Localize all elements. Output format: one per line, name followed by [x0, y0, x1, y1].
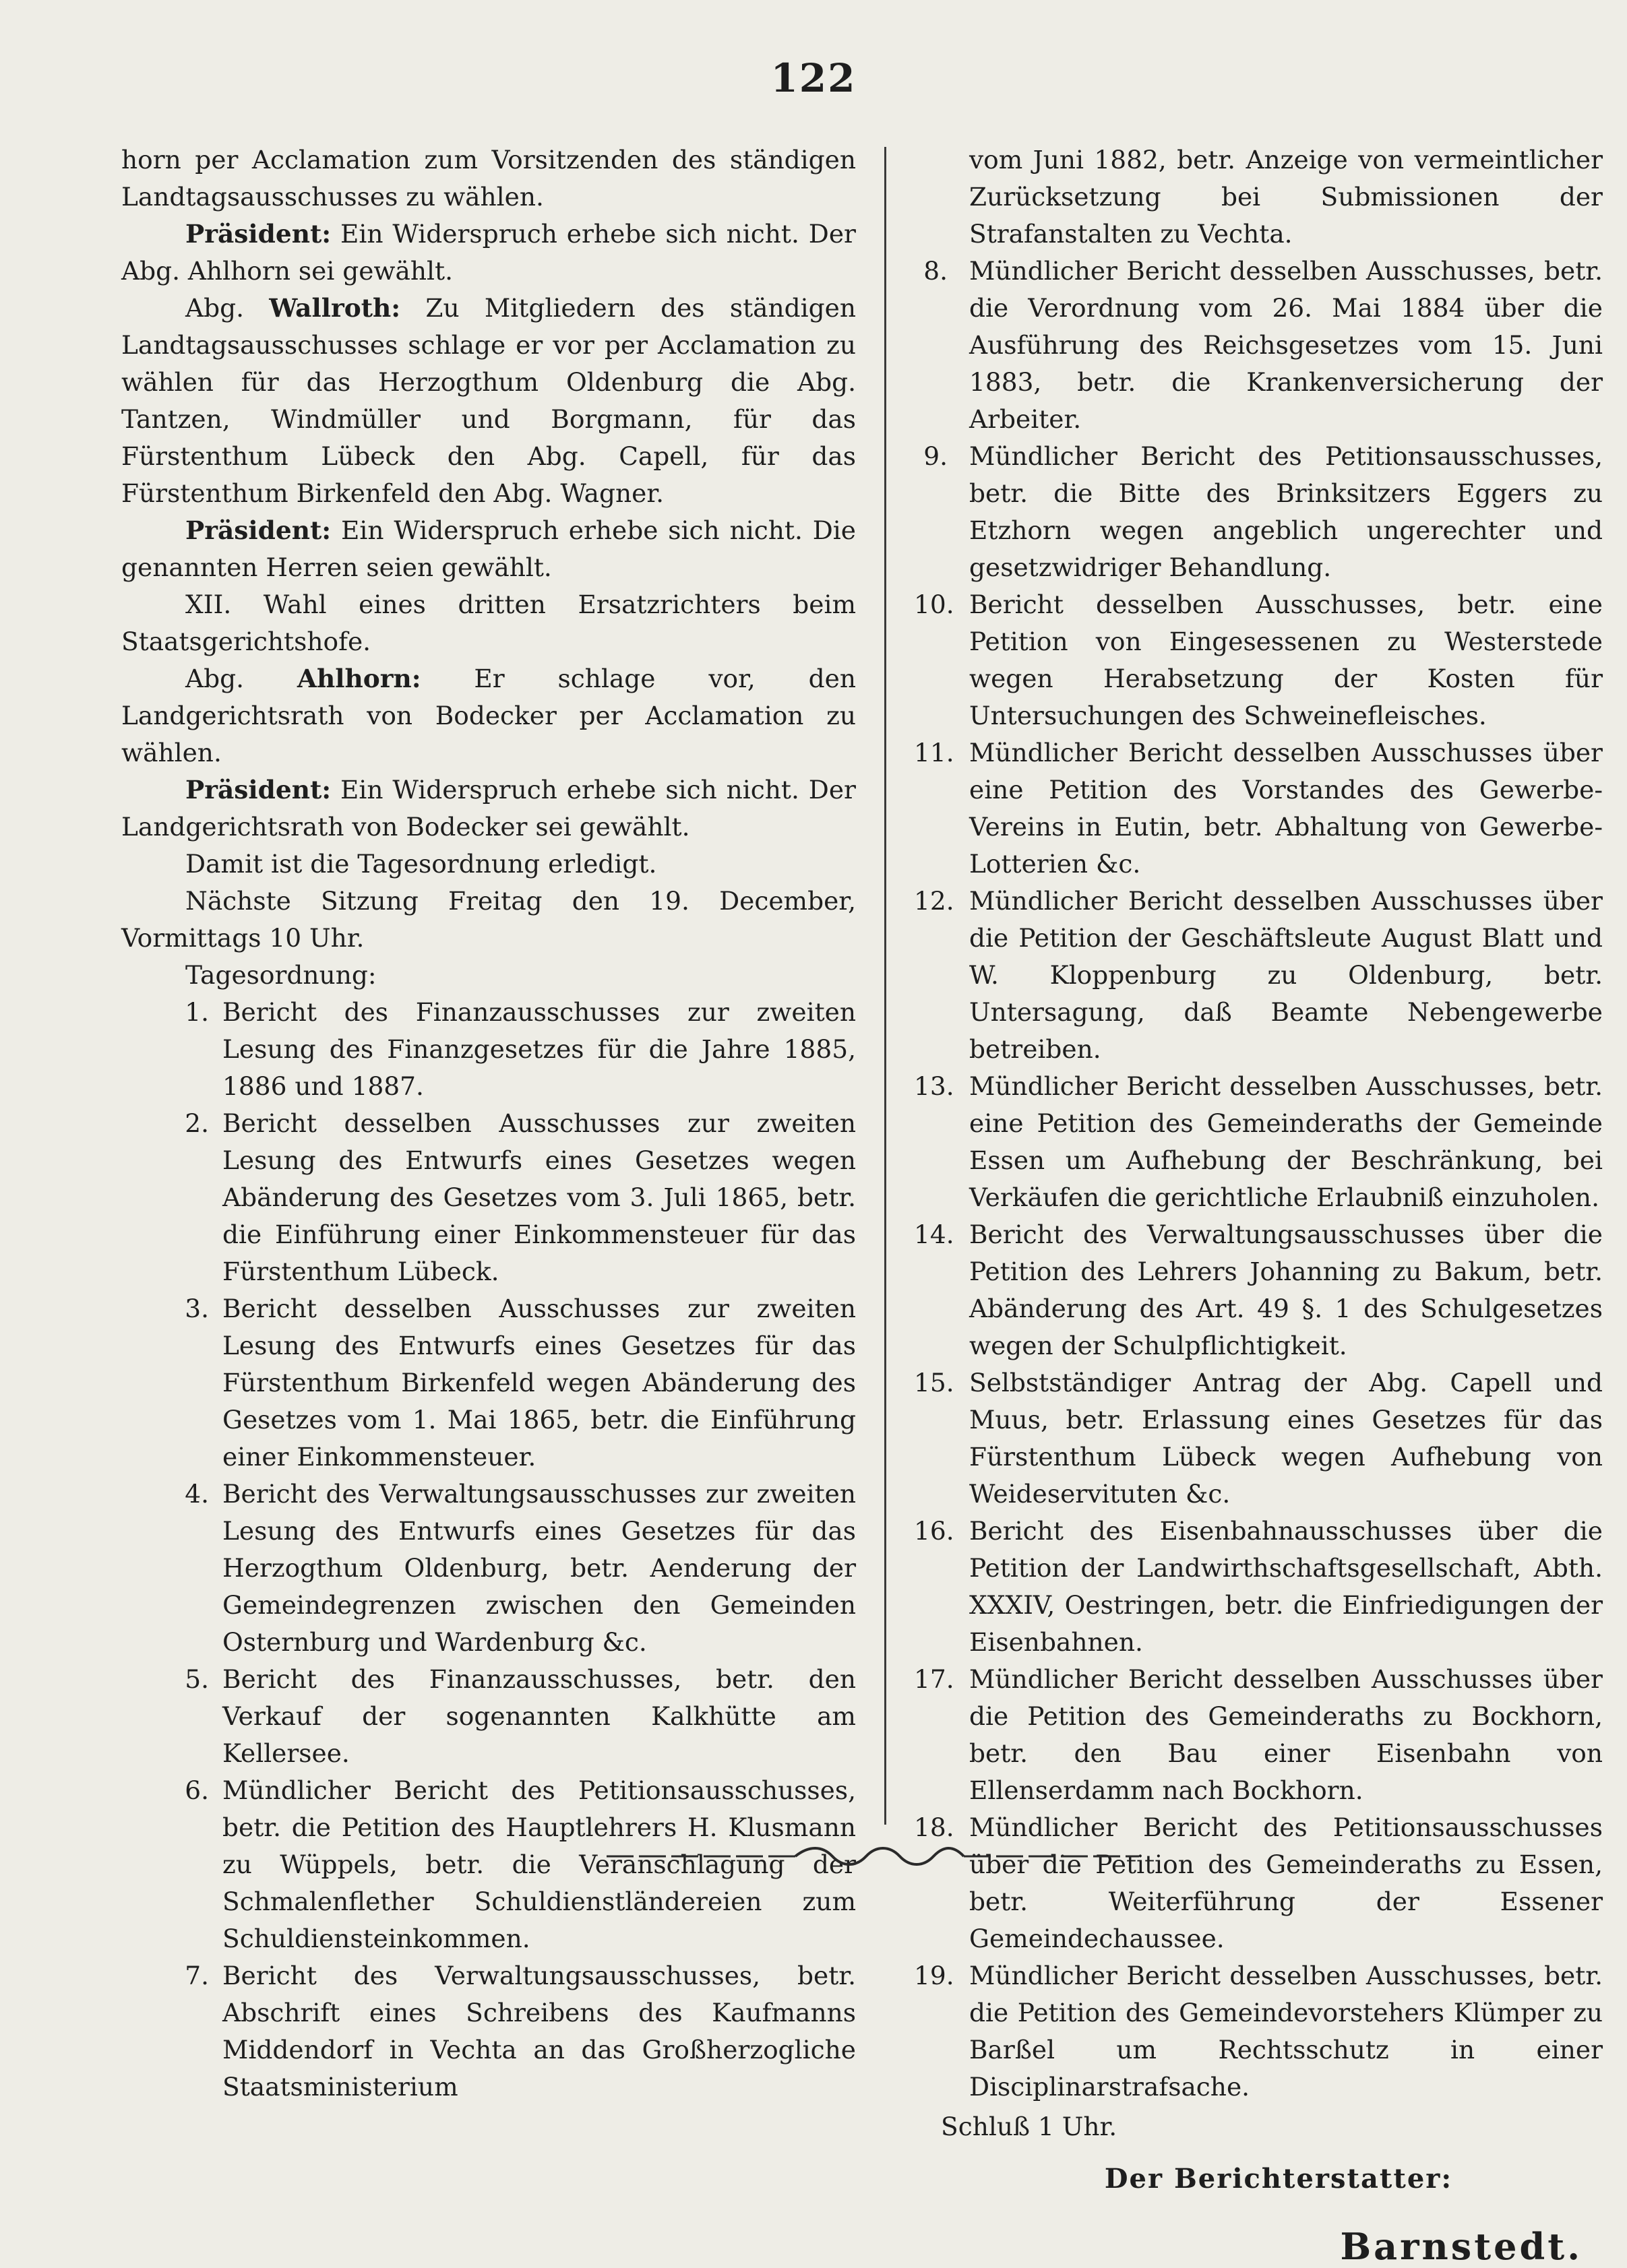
agenda-item-text: Bericht desselben Ausschusses zur zweiten Lesung des Entwurfs eines Gesetzes wegen Abänderung des Gesetzes vom 3. Juli 1865, betr. die Einführung einer Einkommensteuer für das Fürstenthum Lübeck. — [222, 1108, 856, 1286]
agenda-item — [914, 883, 1603, 1068]
agenda-item — [121, 1957, 856, 2106]
item-7-continuation: vom Juni 1882, betr. Anzeige von vermeintlicher Zurücksetzung bei Submissionen der Strafanstalten zu Vechta. — [969, 145, 1603, 249]
signature-name: Barnstedt. — [1340, 2225, 1583, 2268]
speaker-president: Präsident: — [185, 515, 332, 545]
agenda-item-text: Mündlicher Bericht desselben Ausschusses über die Petition der Geschäftsleute August Blatt und W. Kloppenburg zu Oldenburg, betr. Untersagung, daß Beamte Nebengewerbe betreiben. — [969, 886, 1603, 1064]
agenda-item — [914, 438, 1603, 586]
abg-prefix: Abg. — [185, 664, 297, 693]
agenda-item-text: Bericht desselben Ausschusses zur zweiten Lesung des Entwurfs eines Gesetzes für das Fürstenthum Birkenfeld wegen Abänderung des Gesetzes vom 1. Mai 1865, betr. die Einführung einer Einkommensteuer. — [222, 1294, 856, 1472]
agenda-item-number: 4. — [185, 1479, 209, 1509]
agenda-item — [914, 1068, 1603, 1216]
agenda-item-text: Mündlicher Bericht des Petitionsausschusses, betr. die Petition des Hauptlehrers H. Klusmann zu Wüppels, betr. die Veranschlagung der Schmalenflether Schuldienstländereien zum Schuldiensteinkommen. — [222, 1775, 856, 1953]
agenda-item-number: 19. — [914, 1961, 954, 1990]
agenda-item-text: Mündlicher Bericht desselben Ausschusses über eine Petition des Vorstandes des Gewerbe-Vereins in Eutin, betr. Abhaltung von Gewerbe-Lotterien &c. — [969, 738, 1603, 879]
agenda-item — [914, 734, 1603, 883]
agenda-item-number: 6. — [185, 1775, 209, 1805]
agenda-label: Tagesordnung: — [185, 960, 377, 990]
speaker-president: Präsident: — [185, 775, 332, 805]
agenda-item — [121, 1105, 856, 1290]
agenda-item — [914, 1216, 1603, 1364]
agenda-item-text: Bericht des Finanzausschusses, betr. den Verkauf der sogenannten Kalkhütte am Kellersee. — [222, 1664, 856, 1768]
agenda-item-number: 2. — [185, 1108, 209, 1138]
agenda-item-number: 10. — [914, 590, 954, 619]
agenda-item-text: Bericht des Finanzausschusses zur zweiten Lesung des Finanzgesetzes für die Jahre 1885, 1886 und 1887. — [222, 997, 856, 1101]
agenda-item — [914, 586, 1603, 734]
paragraph-xii: XII. Wahl eines dritten Ersatzrichters beim Staatsgerichtshofe. — [121, 590, 856, 656]
agenda-item — [914, 253, 1603, 438]
statement-text: Ein Widerspruch erhebe sich nicht. Der Abg. Ahlhorn sei gewählt. — [121, 219, 856, 286]
agenda-item — [121, 994, 856, 1105]
statement-text: Zu Mitgliedern des ständigen Landtagsausschusses schlage er vor per Acclamation zu wählen für das Herzogthum Oldenburg die Abg. Tantzen, Windmüller und Borgmann, für das Fürstenthum Lübeck den Abg. Capell, für das Fürstenthum Birkenfeld den Abg. Wagner. — [121, 293, 856, 508]
agenda-item-text: Mündlicher Bericht desselben Ausschusses über die Petition des Gemeinderaths zu Bockhorn, betr. den Bau einer Eisenbahn von Ellenserdamm nach Bockhorn. — [969, 1664, 1603, 1805]
agenda-item-number: 16. — [914, 1516, 954, 1546]
agenda-item-number: 15. — [914, 1368, 954, 1397]
paragraph-ahlhorn — [121, 660, 856, 771]
agenda-item-number: 11. — [914, 738, 954, 767]
agenda-item — [121, 1290, 856, 1476]
paragraph-wallroth — [121, 290, 856, 512]
agenda-item-text: Bericht desselben Ausschusses, betr. eine Petition von Eingesessenen zu Westerstede wegen Herabsetzung der Kosten für Untersuchungen des Schweinefleisches. — [969, 590, 1603, 730]
agenda-item — [121, 1661, 856, 1772]
agenda-item-number: 7. — [185, 1961, 209, 1990]
signature-label: Der Berichterstatter: — [1104, 2163, 1453, 2195]
agenda-item-number: 3. — [185, 1294, 209, 1323]
agenda-item-number: 5. — [185, 1664, 209, 1694]
paragraph-president-3 — [121, 771, 856, 846]
agenda-item-text: Mündlicher Bericht des Petitionsausschusses über die Petition des Gemeinderaths zu Essen, betr. Weiterführung der Essener Gemeindechaussee. — [969, 1813, 1603, 1953]
paragraph-continuation: horn per Acclamation zum Vorsitzenden des ständigen Landtagsausschusses zu wählen. — [121, 145, 856, 212]
agenda-item — [914, 1809, 1603, 1957]
agenda-item — [121, 1476, 856, 1661]
agenda-item-text: Mündlicher Bericht desselben Ausschusses, betr. die Petition des Gemeindevorstehers Klümper zu Barßel um Rechtsschutz in einer Disciplinarstrafsache. — [969, 1961, 1603, 2102]
agenda-item-number: 1. — [185, 997, 209, 1027]
statement-text: Ein Widerspruch erhebe sich nicht. Die genannten Herren seien gewählt. — [121, 515, 856, 582]
paragraph-president-2 — [121, 512, 856, 586]
agenda-item-text: Mündlicher Bericht des Petitionsausschusses, betr. die Bitte des Brinksitzers Eggers zu Etzhorn wegen angeblich ungerechter und gesetzwidriger Behandlung. — [969, 441, 1603, 582]
agenda-item-number: 14. — [914, 1220, 954, 1249]
paragraph-president-1 — [121, 216, 856, 290]
closing-time: Schluß 1 Uhr. — [941, 2112, 1117, 2141]
agenda-item-number: 13. — [914, 1071, 954, 1101]
speaker-wallroth: Wallroth: — [269, 293, 401, 323]
agenda-item-number: 17. — [914, 1664, 954, 1694]
agenda-item — [914, 1513, 1603, 1661]
agenda-item-number: 18. — [914, 1813, 954, 1842]
speaker-president: Präsident: — [185, 219, 332, 249]
agenda-item-number: 8. — [923, 256, 948, 286]
agenda-item-text: Mündlicher Bericht desselben Ausschusses, betr. eine Petition des Gemeinderaths der Gemeinde Essen um Aufhebung der Beschränkung, bei Verkäufen die gerichtliche Erlaubniß einzuholen. — [969, 1071, 1603, 1212]
agenda-list-left — [121, 994, 856, 2106]
speaker-ahlhorn: Ahlhorn: — [297, 664, 421, 693]
agenda-item-text: Bericht des Eisenbahnausschusses über die Petition der Landwirthschaftsgesellschaft, Abth. XXXIV, Oestringen, betr. die Einfriedigungen der Eisenbahnen. — [969, 1516, 1603, 1657]
agenda-item — [914, 1661, 1603, 1809]
agenda-item — [914, 1957, 1603, 2106]
page-number: 122 — [770, 55, 857, 101]
paragraph-next-session: Nächste Sitzung Freitag den 19. December, Vormittags 10 Uhr. — [121, 886, 856, 953]
agenda-list-right — [914, 253, 1603, 2106]
statement-text: Er schlage vor, den Landgerichtsrath von Bodecker per Acclamation zu wählen. — [121, 664, 856, 767]
ornament-divider — [607, 1843, 1139, 1870]
statement-text: Ein Widerspruch erhebe sich nicht. Der Landgerichtsrath von Bodecker sei gewählt. — [121, 775, 856, 842]
agenda-item-text: Mündlicher Bericht desselben Ausschusses, betr. die Verordnung vom 26. Mai 1884 über die Ausführung des Reichsgesetzes vom 15. Juni 1883, betr. die Krankenversicherung der Arbeiter. — [969, 256, 1603, 434]
agenda-item-text: Bericht des Verwaltungsausschusses, betr. Abschrift eines Schreibens des Kaufmanns Middendorf in Vechta an das Großherzogliche Staatsministerium — [222, 1961, 856, 2102]
abg-prefix: Abg. — [185, 293, 270, 323]
agenda-item-text: Selbstständiger Antrag der Abg. Capell und Muus, betr. Erlassung eines Gesetzes für das Fürstenthum Lübeck wegen Aufhebung von Weideservituten &c. — [969, 1368, 1603, 1509]
right-column — [914, 141, 1603, 2268]
agenda-item-text: Bericht des Verwaltungsausschusses über die Petition des Lehrers Johanning zu Bakum, betr. Abänderung des Art. 49 §. 1 des Schulgesetzes wegen der Schulpflichtigkeit. — [969, 1220, 1603, 1360]
left-column — [121, 141, 856, 2106]
column-divider — [884, 147, 886, 1825]
paragraph-agenda-done: Damit ist die Tagesordnung erledigt. — [185, 849, 657, 879]
agenda-item-text: Bericht des Verwaltungsausschusses zur zweiten Lesung des Entwurfs eines Gesetzes für das Herzogthum Oldenburg, betr. Aenderung der Gemeindegrenzen zwischen den Gemeinden Osternburg und Wardenburg &c. — [222, 1479, 856, 1657]
agenda-item — [914, 1364, 1603, 1513]
agenda-item-number: 12. — [914, 886, 954, 916]
agenda-item-number: 9. — [923, 441, 948, 471]
